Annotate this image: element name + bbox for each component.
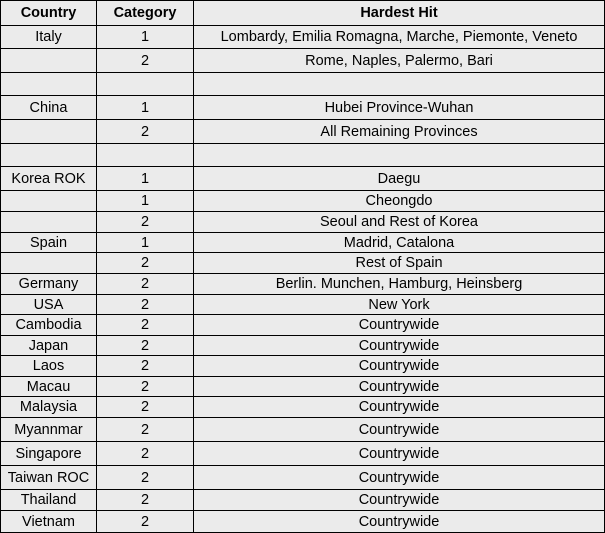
table-row <box>1 49 605 73</box>
table-row <box>1 26 605 49</box>
table-row <box>1 511 605 533</box>
table-row <box>1 490 605 511</box>
category-cell: 2 <box>97 490 194 511</box>
header-row <box>1 1 605 26</box>
hardest-hit-cell: Countrywide <box>194 511 605 533</box>
category-cell: 2 <box>97 418 194 442</box>
category-cell: 2 <box>97 295 194 315</box>
table-row <box>1 336 605 356</box>
category-cell: 2 <box>97 212 194 233</box>
hardest-hit-cell: Countrywide <box>194 418 605 442</box>
hardest-hit-cell <box>194 73 605 96</box>
country-cell: Taiwan ROC <box>1 466 97 490</box>
category-cell <box>97 73 194 96</box>
hardest-hit-cell: Daegu <box>194 167 605 191</box>
category-cell: 2 <box>97 274 194 295</box>
table-row <box>1 233 605 253</box>
category-cell: 2 <box>97 442 194 466</box>
country-cell <box>1 191 97 212</box>
hardest-hit-cell: Countrywide <box>194 315 605 336</box>
country-cell <box>1 212 97 233</box>
country-cell: Germany <box>1 274 97 295</box>
country-cell: Japan <box>1 336 97 356</box>
hardest-hit-cell: Countrywide <box>194 377 605 397</box>
header-category: Category <box>97 1 194 26</box>
table-row <box>1 442 605 466</box>
country-cell <box>1 49 97 73</box>
table-row <box>1 191 605 212</box>
country-cell: Spain <box>1 233 97 253</box>
table-row <box>1 120 605 144</box>
table-row <box>1 295 605 315</box>
table-row <box>1 144 605 167</box>
table-row <box>1 73 605 96</box>
country-cell: Singapore <box>1 442 97 466</box>
country-cell: USA <box>1 295 97 315</box>
category-cell <box>97 144 194 167</box>
country-cell: Macau <box>1 377 97 397</box>
hardest-hit-cell: Countrywide <box>194 490 605 511</box>
header-country: Country <box>1 1 97 26</box>
hardest-hit-cell: Lombardy, Emilia Romagna, Marche, Piemonte, Veneto <box>194 26 605 49</box>
hardest-hit-cell: Countrywide <box>194 397 605 418</box>
category-cell: 2 <box>97 315 194 336</box>
country-cell <box>1 120 97 144</box>
hardest-hit-cell: Countrywide <box>194 442 605 466</box>
table-row <box>1 167 605 191</box>
table-row <box>1 466 605 490</box>
table-row <box>1 274 605 295</box>
hardest-hit-cell: Cheongdo <box>194 191 605 212</box>
hardest-hit-cell: Madrid, Catalona <box>194 233 605 253</box>
table-row <box>1 96 605 120</box>
table-row <box>1 418 605 442</box>
country-cell <box>1 144 97 167</box>
hardest-hit-cell: Countrywide <box>194 336 605 356</box>
category-cell: 2 <box>97 336 194 356</box>
hardest-hit-cell: Countrywide <box>194 356 605 377</box>
country-cell: Thailand <box>1 490 97 511</box>
country-cell <box>1 253 97 274</box>
table-row <box>1 212 605 233</box>
hardest-hit-cell: New York <box>194 295 605 315</box>
country-cell: Malaysia <box>1 397 97 418</box>
country-cell: Laos <box>1 356 97 377</box>
category-cell: 2 <box>97 253 194 274</box>
category-cell: 2 <box>97 356 194 377</box>
category-cell: 2 <box>97 377 194 397</box>
header-hardest-hit: Hardest Hit <box>194 1 605 26</box>
country-cell: China <box>1 96 97 120</box>
table-row <box>1 397 605 418</box>
category-cell: 2 <box>97 397 194 418</box>
category-cell: 1 <box>97 233 194 253</box>
category-cell: 1 <box>97 96 194 120</box>
hardest-hit-cell: Countrywide <box>194 466 605 490</box>
hardest-hit-cell: All Remaining Provinces <box>194 120 605 144</box>
country-cell <box>1 73 97 96</box>
table-row <box>1 377 605 397</box>
hardest-hit-cell: Rest of Spain <box>194 253 605 274</box>
category-cell: 2 <box>97 120 194 144</box>
table-row <box>1 253 605 274</box>
category-cell: 2 <box>97 466 194 490</box>
table-row <box>1 315 605 336</box>
category-cell: 2 <box>97 511 194 533</box>
hardest-hit-cell <box>194 144 605 167</box>
category-cell: 1 <box>97 167 194 191</box>
hardest-hit-cell: Hubei Province-Wuhan <box>194 96 605 120</box>
category-cell: 2 <box>97 49 194 73</box>
hardest-hit-cell: Seoul and Rest of Korea <box>194 212 605 233</box>
category-cell: 1 <box>97 26 194 49</box>
country-cell: Vietnam <box>1 511 97 533</box>
country-cell: Myannmar <box>1 418 97 442</box>
hardest-hit-cell: Rome, Naples, Palermo, Bari <box>194 49 605 73</box>
table-row <box>1 356 605 377</box>
country-cell: Korea ROK <box>1 167 97 191</box>
category-cell: 1 <box>97 191 194 212</box>
hardest-hit-cell: Berlin. Munchen, Hamburg, Heinsberg <box>194 274 605 295</box>
country-cell: Italy <box>1 26 97 49</box>
country-cell: Cambodia <box>1 315 97 336</box>
